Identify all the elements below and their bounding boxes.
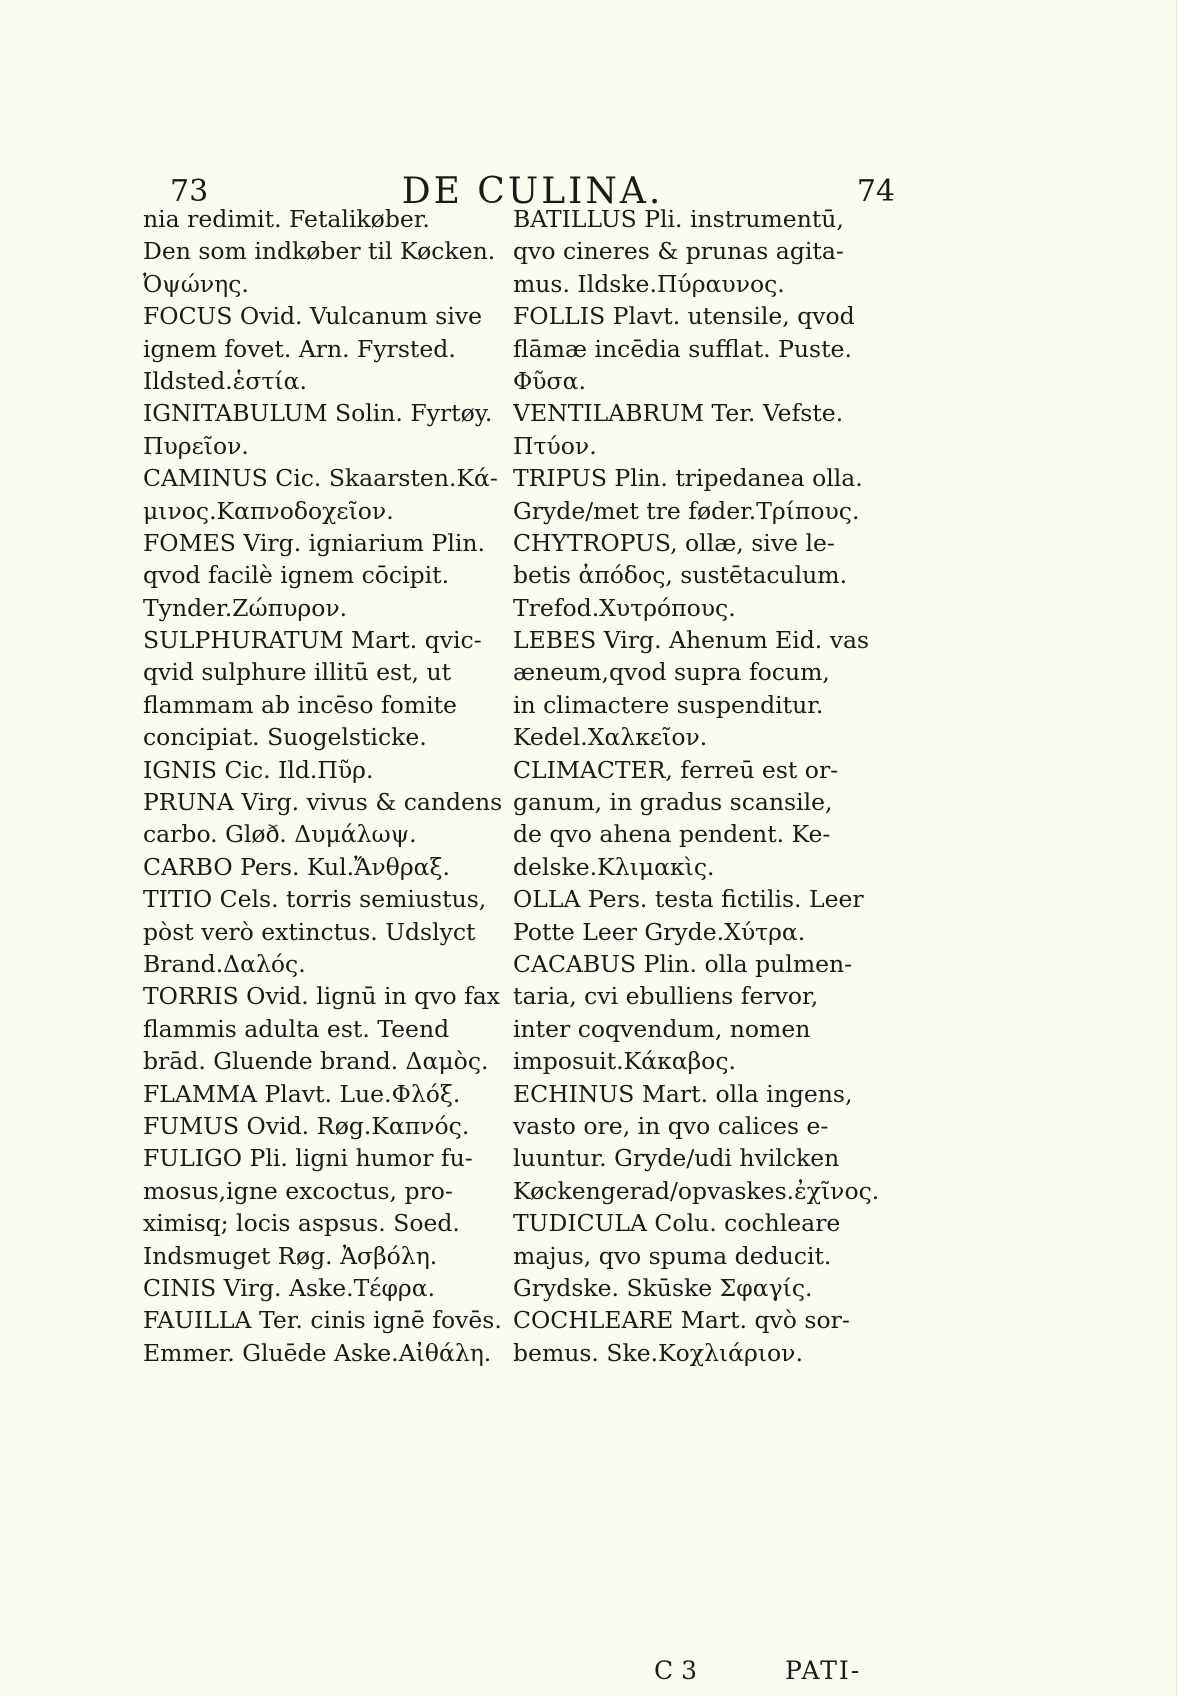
text-line: TITIO Cels. torris semiustus,	[143, 885, 487, 914]
text-line: Den som indkøber til Køcken.	[143, 237, 496, 266]
text-line: Kedel.Χαλκεῖον.	[513, 723, 708, 752]
text-line: CINIS Virg. Aske.Τέφρα.	[143, 1273, 436, 1302]
text-line: Πυρεῖον.	[143, 431, 249, 460]
text-line: Emmer. Gluēde Aske.Αἰθάλη.	[143, 1338, 492, 1367]
text-line: ganum, in gradus scansile,	[513, 788, 833, 817]
text-line: bemus. Ske.Κοχλιάριον.	[513, 1338, 803, 1367]
text-line: Ὀψώνης.	[143, 269, 249, 298]
text-line: Indsmuget Røg. Ἀσβόλη.	[143, 1241, 438, 1270]
text-line: FLAMMA Plavt. Lue.Φλόξ.	[143, 1079, 461, 1108]
text-line: FUMUS Ovid. Røg.Καπνός.	[143, 1111, 470, 1140]
text-line: VENTILABRUM Ter. Vefste.	[513, 399, 844, 428]
text-line: CARBO Pers. Kul.Ἄνθραξ.	[143, 852, 450, 881]
text-line: FOLLIS Plavt. utensile, qvod	[513, 302, 855, 331]
text-line: de qvo ahena pendent. Ke-	[513, 820, 831, 849]
text-line: IGNITABULUM Solin. Fyrtøy.	[143, 399, 493, 428]
text-line: Potte Leer Gryde.Χύτρα.	[513, 917, 806, 946]
text-line: qvod facilè ignem cōcipit.	[143, 561, 450, 590]
text-line: Køckengerad/opvaskes.ἐχῖνος.	[513, 1176, 880, 1205]
text-line: Tynder.Ζώπυρον.	[143, 593, 348, 622]
text-line: TRIPUS Plin. tripedanea olla.	[513, 464, 863, 493]
text-line: in climactere suspenditur.	[513, 690, 824, 719]
text-line: Gryde/met tre føder.Τρίπους.	[513, 496, 860, 525]
text-line: flāmæ incēdia sufflat. Puste.	[513, 334, 852, 363]
text-line: qvid sulphure illitū est, ut	[143, 658, 452, 687]
text-line: Πτύον.	[513, 431, 597, 460]
text-line: FULIGO Pli. ligni humor fu-	[143, 1144, 473, 1173]
text-line: FOCUS Ovid. Vulcanum sive	[143, 302, 483, 331]
text-line: μινος.Καπνοδοχεῖον.	[143, 496, 394, 525]
text-line: ximisq; locis aspsus. Soed.	[143, 1209, 460, 1238]
text-line: flammis adulta est. Teend	[143, 1014, 450, 1043]
text-line: Φῦσα.	[513, 366, 586, 395]
text-line: LEBES Virg. Ahenum Eid. vas	[513, 626, 870, 655]
signature-mark: C 3	[654, 1656, 697, 1685]
text-line: CLIMACTER, ferreū est or-	[513, 755, 839, 784]
text-line: TORRIS Ovid. lignū in qvo fax	[143, 982, 501, 1011]
text-line: IGNIS Cic. Ild.Πῦρ.	[143, 755, 374, 784]
text-line: Ildsted.ἑστία.	[143, 366, 307, 395]
text-line: ignem fovet. Arn. Fyrsted.	[143, 334, 456, 363]
text-line: Trefod.Χυτρόπους.	[513, 593, 736, 622]
page-number-left: 73	[170, 174, 209, 209]
text-line: Grydske. Skūske Σφαγίς.	[513, 1273, 813, 1302]
text-line: flammam ab incēso fomite	[143, 690, 457, 719]
text-line: æneum,qvod supra focum,	[513, 658, 830, 687]
text-line: Brand.Δαλός.	[143, 949, 306, 978]
text-line: CHYTROPUS, ollæ, sive le-	[513, 528, 835, 557]
text-line: carbo. Gløð. Δυμάλωψ.	[143, 820, 417, 849]
text-line: inter coqvendum, nomen	[513, 1014, 811, 1043]
right-column	[513, 203, 893, 1369]
text-line: BATILLUS Pli. instrumentū,	[513, 205, 844, 233]
text-line: taria, cvi ebulliens fervor,	[513, 982, 819, 1011]
text-line: luuntur. Gryde/udi hvilcken	[513, 1144, 840, 1173]
running-title: DE CULINA.	[401, 171, 664, 212]
text-line: CAMINUS Cic. Skaarsten.Κά-	[143, 464, 498, 493]
text-line: qvo cineres & prunas agita-	[513, 237, 844, 266]
text-line: OLLA Pers. testa fictilis. Leer	[513, 885, 864, 914]
text-line: CACABUS Plin. olla pulmen-	[513, 949, 853, 978]
page-number-right: 74	[856, 174, 895, 209]
catchword: PATI-	[785, 1656, 862, 1685]
text-line: majus, qvo spuma deducit.	[513, 1241, 832, 1270]
text-line: mosus,igne excoctus, pro-	[143, 1176, 453, 1205]
text-line: imposuit.Κάκαβος.	[513, 1047, 736, 1076]
text-line: PRUNA Virg. vivus & candens	[143, 788, 503, 817]
text-line: FAUILLA Ter. cinis ignē fovēs.	[143, 1306, 502, 1335]
text-line: pòst verò extinctus. Udslyct	[143, 917, 476, 946]
text-line: concipiat. Suogelsticke.	[143, 723, 427, 752]
text-line: ECHINUS Mart. olla ingens,	[513, 1079, 853, 1108]
text-line: mus. Ildske.Πύραυνος.	[513, 269, 785, 298]
text-line: betis ἀπόδος, sustētaculum.	[513, 561, 848, 590]
text-line: FOMES Virg. igniarium Plin.	[143, 528, 485, 557]
text-line: nia redimit. Fetalikøber.	[143, 205, 430, 233]
text-line: vasto ore, in qvo calices e-	[513, 1111, 829, 1140]
text-line: SULPHURATUM Mart. qvic-	[143, 626, 482, 655]
left-column	[143, 203, 508, 1369]
text-line: delske.Κλιμακὶς.	[513, 852, 715, 881]
text-line: brād. Gluende brand. Δαμὸς.	[143, 1047, 489, 1076]
text-line: COCHLEARE Mart. qvò sor-	[513, 1306, 850, 1335]
text-line: TUDICULA Colu. cochleare	[513, 1209, 841, 1238]
